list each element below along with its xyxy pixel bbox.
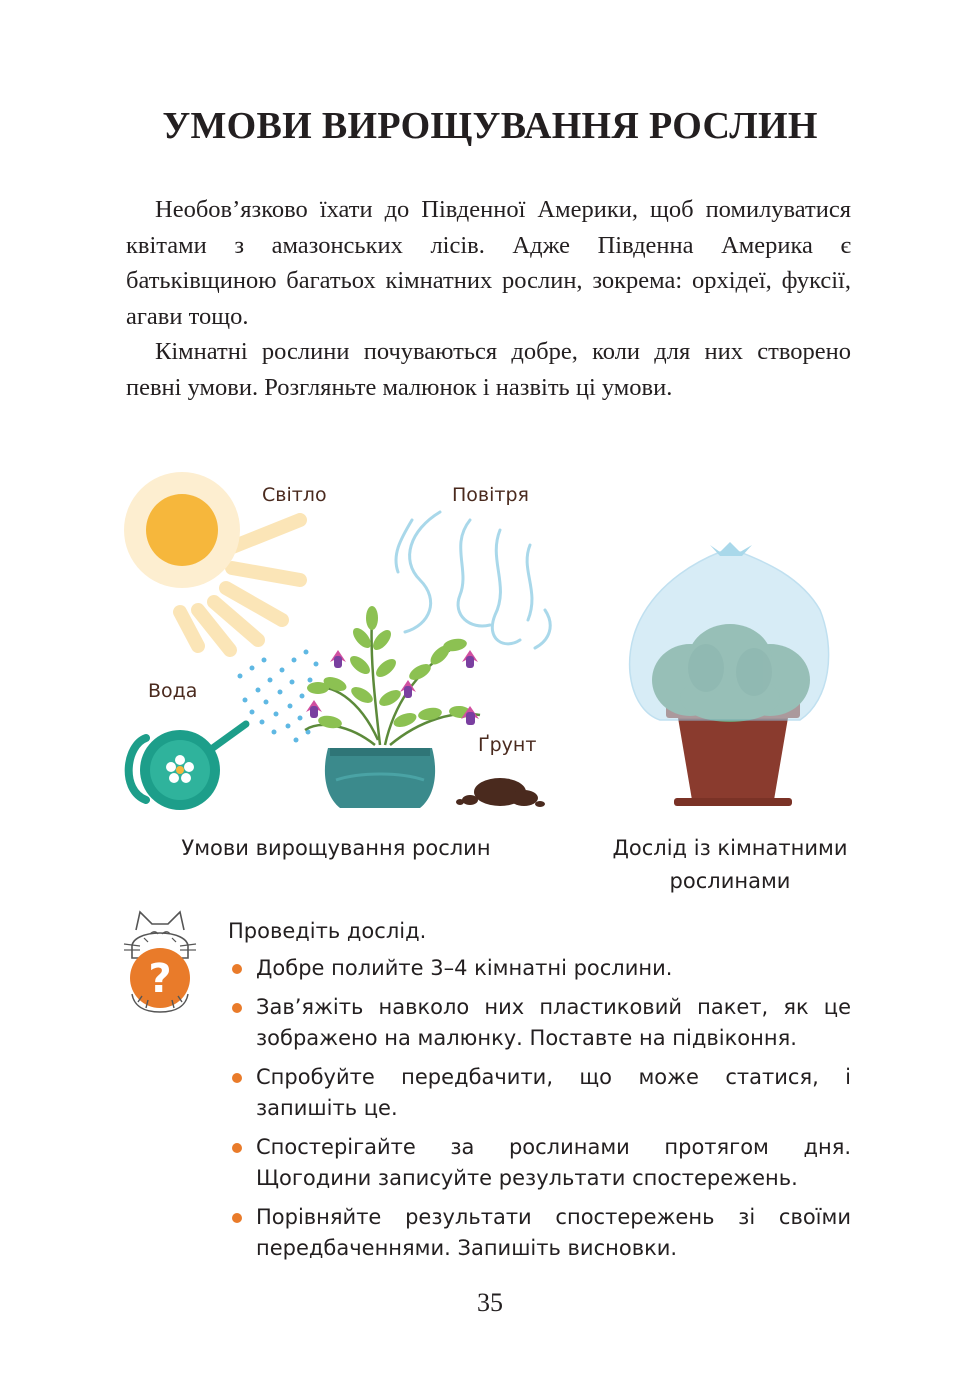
fuchsia-plant-icon (305, 606, 480, 808)
watering-can-icon (129, 724, 246, 810)
task-step-text: Зав’яжіть навколо них пластиковий пакет, як це зображено на малюнку. Поставте на підвіконня. (256, 995, 851, 1050)
illustration (0, 460, 980, 820)
caption-experiment-line: рослинами (669, 869, 791, 893)
page-title: УМОВИ ВИРОЩУВАННЯ РОСЛИН (162, 105, 818, 147)
task-step-text: Спостерігайте за рослинами протягом дня. Щогодини записуйте результати спостережень. (256, 1135, 851, 1190)
task-intro: Проведіть дослід. (228, 919, 427, 943)
experiment-task (228, 916, 851, 1272)
plant-in-bag-icon (630, 542, 829, 806)
intro-paragraph: Кімнатні рослини почуваються добре, коли для них створено певні умови. Розгляньте малюнок і назвіть ці умови. (126, 338, 851, 401)
list-item (228, 1062, 851, 1124)
label-water: Вода (148, 680, 198, 702)
bullet-icon (232, 1073, 242, 1083)
bullet-icon (232, 1143, 242, 1153)
caption-experiment (580, 832, 880, 898)
task-step-text: Добре полийте 3–4 кімнатні рослини. (256, 956, 673, 980)
intro-text (126, 192, 851, 405)
cat-question-icon (120, 908, 200, 1014)
label-soil: Ґрунт (478, 734, 537, 756)
svg-text:?: ? (148, 956, 172, 1002)
label-air: Повітря (452, 484, 529, 506)
plant-pot (325, 748, 435, 808)
bullet-icon (232, 964, 242, 974)
fuchsia-flower (330, 650, 346, 668)
wind-icon (396, 512, 550, 648)
bullet-icon (232, 1003, 242, 1013)
bullet-icon (232, 1213, 242, 1223)
label-light: Світло (262, 484, 327, 506)
list-item (228, 1132, 851, 1194)
fuchsia-flower (306, 700, 322, 718)
fuchsia-flower (462, 650, 478, 668)
intro-paragraph: Необов’язково їхати до Південної Америки, щоб помилуватися квітами з амазонських лісів. Адже Південна Америка є батьківщиною багатьох кімнатних рослин, зокрема: орхідеї, фуксії, агави тощо. (126, 196, 851, 330)
task-steps (228, 953, 851, 1264)
list-item (228, 953, 851, 984)
soil-icon (456, 778, 545, 807)
task-step-text: Спробуйте передбачити, що може статися, і запишіть це. (256, 1065, 851, 1120)
page-number: 35 (477, 1288, 503, 1317)
caption-experiment-line: Дослід із кімнатними (612, 836, 848, 860)
list-item (228, 1202, 851, 1264)
task-step-text: Порівняйте результати спостережень зі своїми передбаченнями. Запишіть висновки. (256, 1205, 851, 1260)
list-item (228, 992, 851, 1054)
caption-conditions: Умови вирощування рослин (181, 836, 491, 860)
